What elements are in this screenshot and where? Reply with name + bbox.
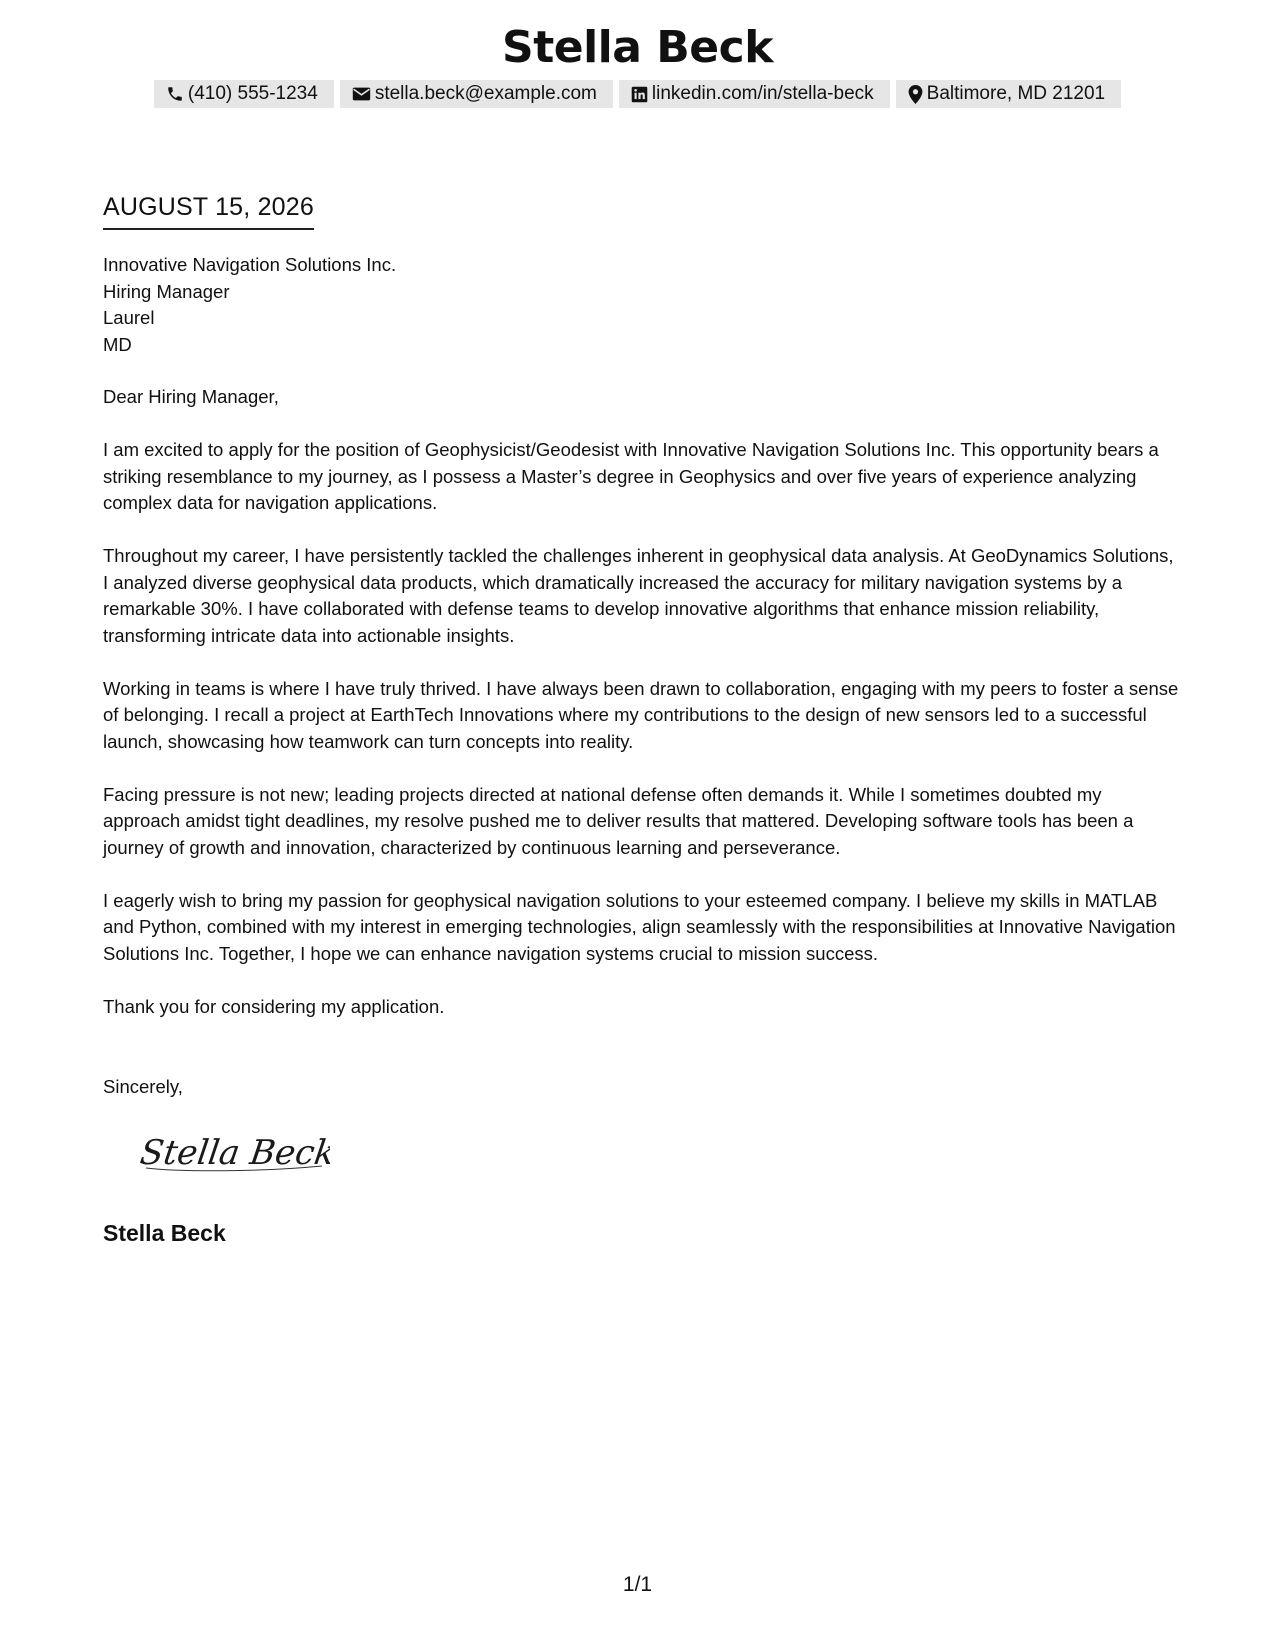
contact-email [340, 80, 613, 108]
body-paragraph: Throughout my career, I have persistently tackled the challenges inherent in geophysical data analysis. At GeoDynamics Solutions, I analyzed diverse geophysical data products, which dramatically increased the accuracy for military navigation systems by a remarkable 30%. I have collaborated with defense teams to develop innovative algorithms that enhance mission reliability, transforming intricate data into actionable insights. [103, 545, 1174, 646]
recipient-company: Innovative Navigation Solutions Inc. [103, 254, 397, 275]
envelope-icon [352, 86, 371, 102]
contact-phone-text: (410) 555-1234 [187, 83, 318, 104]
body-paragraph: I am excited to apply for the position of Geophysicist/Geodesist with Innovative Navigation Solutions Inc. This opportunity bears a striking resemblance to my journey, as I possess a Master’s degree in Geophysics and over five years of experience analyzing complex data for navigation applications. [103, 439, 1159, 513]
salutation: Dear Hiring Manager, [103, 386, 279, 407]
body-paragraph: Working in teams is where I have truly thrived. I have always been drawn to collaboration, engaging with my peers to foster a sense of belonging. I recall a project at EarthTech Innovations where my contributions to the design of new sensors led to a successful launch, showcasing how teamwork can turn concepts into reality. [103, 677, 1179, 752]
contact-linkedin [619, 80, 890, 108]
applicant-name-heading: Stella Beck [502, 22, 773, 73]
letter-date: AUGUST 15, 2026 [103, 192, 314, 230]
contact-email-text: stella.beck@example.com [374, 83, 597, 104]
phone-icon [166, 85, 184, 103]
contact-location [896, 80, 1121, 108]
linkedin-icon [631, 86, 648, 103]
signer-name: Stella Beck [103, 1220, 226, 1246]
handwritten-signature [140, 1128, 330, 1176]
closing-line: Sincerely, [103, 1076, 183, 1097]
recipient-block [103, 252, 396, 358]
page-number: 1/1 [622, 1573, 653, 1596]
recipient-state: MD [103, 333, 132, 355]
contact-location-text: Baltimore, MD 21201 [926, 83, 1106, 104]
contact-linkedin-text: linkedin.com/in/stella-beck [651, 83, 874, 104]
map-pin-icon [908, 85, 923, 104]
thank-you-line: Thank you for considering my application. [103, 995, 445, 1017]
contact-bar [0, 80, 1275, 108]
body-paragraph: Facing pressure is not new; leading projects directed at national defense often demands it. While I sometimes doubted my approach amidst tight deadlines, my resolve pushed me to deliver results that mattered. Developing software tools has been a journey of growth and innovation, characterized by continuous learning and perseverance. [103, 783, 1134, 858]
body-paragraph: I eagerly wish to bring my passion for geophysical navigation solutions to your esteemed company. I believe my skills in MATLAB and Python, combined with my interest in emerging technologies, align seamlessly with the responsibilities at Innovative Navigation Solutions Inc. Together, I hope we can enhance navigation systems crucial to mission success. [103, 889, 1176, 964]
recipient-title: Hiring Manager [103, 280, 230, 302]
contact-phone [154, 80, 334, 108]
recipient-city: Laurel [103, 307, 155, 328]
signature-text: Stella Beck [140, 1133, 330, 1173]
letter-body [103, 384, 1183, 1047]
